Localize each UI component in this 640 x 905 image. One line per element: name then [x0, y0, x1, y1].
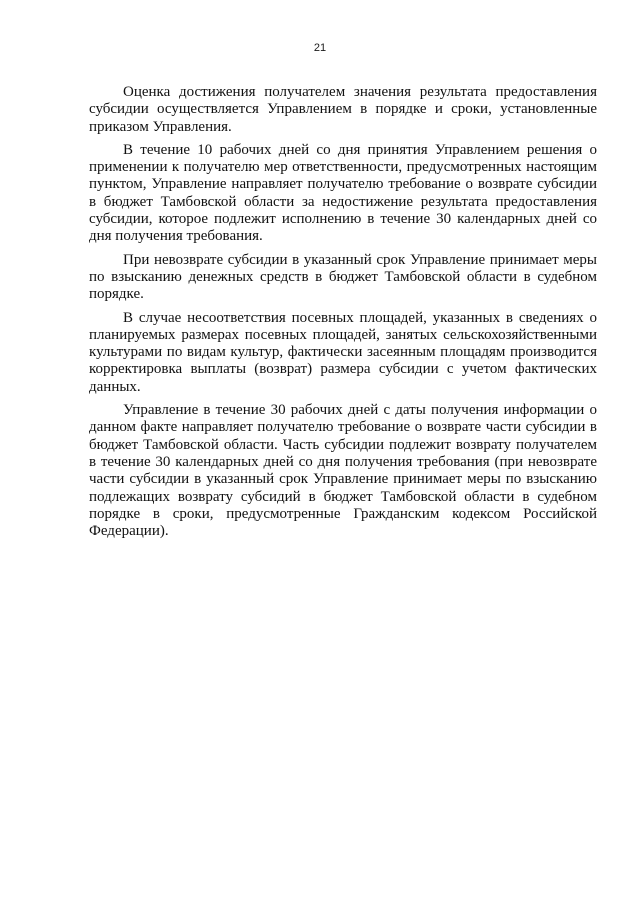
paragraph-non-return-measures: При невозврате субсидии в указанный срок Управление принимает меры по взысканию денежных средств в бюджет Тамбовской области в судебном порядке. [89, 251, 597, 303]
paragraph-result-assessment: Оценка достижения получателем значения результата предоставления субсидии осуществляется Управлением в порядке и сроки, установленные приказом Управления. [89, 84, 597, 135]
paragraph-partial-return: Управление в течение 30 рабочих дней с даты получения информации о данном факте направляет получателю требование о возврате части субсидии в бюджет Тамбовской области. Часть субсидии подлежит возврату получателем в течение 30 календарных дней со дня получения требования (при невозврате части субсидии в указанный срок Управление принимает меры по взысканию подлежащих возврату субсидий в бюджет Тамбовской области в судебном порядке в сроки, предусмотренные Гражданским кодексом Российской Федерации). [89, 402, 597, 540]
page-number: 21 [313, 42, 327, 54]
document-body [89, 84, 597, 546]
paragraph-area-mismatch: В случае несоответствия посевных площадей, указанных в сведениях о планируемых размерах посевных площадей, занятых сельскохозяйственными культурами по видам культур, фактически засеянным площадям производится корректировка выплаты (возврат) размера субсидии с учетом фактических данных. [89, 309, 597, 395]
paragraph-return-demand: В течение 10 рабочих дней со дня принятия Управлением решения о применении к получателю мер ответственности, предусмотренных настоящим пунктом, Управление направляет получателю требование о возврате субсидии в бюджет Тамбовской области за недостижение результата предоставления субсидии, которое подлежит исполнению в течение 30 календарных дней со дня получения требования. [89, 141, 597, 245]
